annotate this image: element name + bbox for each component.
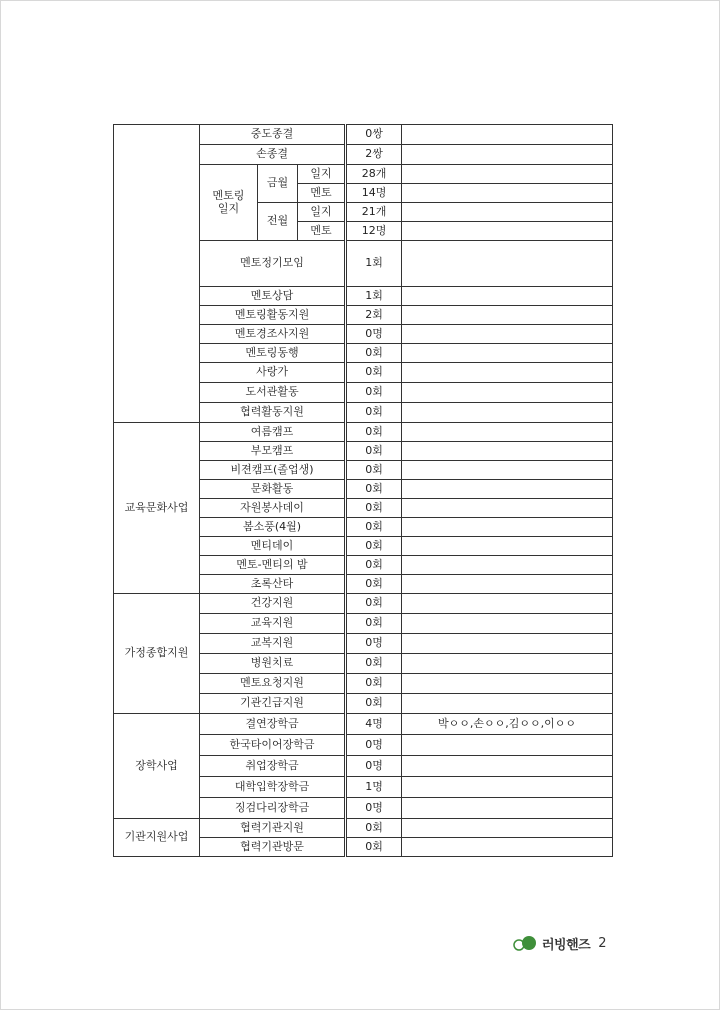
row-value: 0회 bbox=[346, 423, 402, 442]
row-label: 취업장학금 bbox=[200, 756, 346, 777]
footer-logo-text: 러빙핸즈 bbox=[542, 937, 591, 953]
row-note bbox=[402, 287, 613, 306]
row-note bbox=[402, 203, 613, 222]
row-label: 중도종결 bbox=[200, 125, 346, 145]
row-label: 협력기관방문 bbox=[200, 838, 346, 857]
row-note bbox=[402, 461, 613, 480]
row-label: 한국타이어장학금 bbox=[200, 735, 346, 756]
row-note bbox=[402, 145, 613, 165]
row-value: 0회 bbox=[346, 674, 402, 694]
row-value: 0명 bbox=[346, 325, 402, 344]
last-month-mentor-label: 멘토 bbox=[298, 222, 346, 241]
category-label: 장학사업 bbox=[114, 714, 200, 819]
row-note bbox=[402, 594, 613, 614]
row-value: 0회 bbox=[346, 838, 402, 857]
row-value: 0회 bbox=[346, 499, 402, 518]
row-label: 부모캠프 bbox=[200, 442, 346, 461]
table-row bbox=[114, 423, 613, 442]
row-note bbox=[402, 480, 613, 499]
row-label: 멘토정기모임 bbox=[200, 241, 346, 287]
page-number: 2 bbox=[598, 935, 607, 951]
category-label: 기관지원사업 bbox=[114, 819, 200, 857]
row-value: 0회 bbox=[346, 480, 402, 499]
row-label: 협력기관지원 bbox=[200, 819, 346, 838]
row-note bbox=[402, 556, 613, 575]
row-label: 교복지원 bbox=[200, 634, 346, 654]
activity-report-table bbox=[113, 124, 613, 857]
this-month-log-value: 28개 bbox=[346, 165, 402, 184]
row-label: 병원치료 bbox=[200, 654, 346, 674]
row-label: 멘토링동행 bbox=[200, 344, 346, 363]
table-row bbox=[114, 125, 613, 145]
row-value: 2회 bbox=[346, 306, 402, 325]
row-value: 0명 bbox=[346, 756, 402, 777]
row-note bbox=[402, 403, 613, 423]
row-note bbox=[402, 222, 613, 241]
row-label: 협력활동지원 bbox=[200, 403, 346, 423]
row-label: 문화활동 bbox=[200, 480, 346, 499]
row-note bbox=[402, 694, 613, 714]
last-month-log-value: 21개 bbox=[346, 203, 402, 222]
this-month-mentor-value: 14명 bbox=[346, 184, 402, 203]
row-value: 0회 bbox=[346, 403, 402, 423]
row-label: 초록산타 bbox=[200, 575, 346, 594]
row-note bbox=[402, 735, 613, 756]
last-month-log-label: 일지 bbox=[298, 203, 346, 222]
row-label: 멘토-멘티의 밤 bbox=[200, 556, 346, 575]
row-note bbox=[402, 499, 613, 518]
row-label: 대학입학장학금 bbox=[200, 777, 346, 798]
last-month-mentor-value: 12명 bbox=[346, 222, 402, 241]
row-value: 0회 bbox=[346, 537, 402, 556]
row-value: 0명 bbox=[346, 735, 402, 756]
row-note bbox=[402, 184, 613, 203]
row-value: 1명 bbox=[346, 777, 402, 798]
row-note bbox=[402, 125, 613, 145]
row-value: 0회 bbox=[346, 556, 402, 575]
row-value: 0회 bbox=[346, 461, 402, 480]
row-value: 0회 bbox=[346, 442, 402, 461]
row-value: 1회 bbox=[346, 241, 402, 287]
row-label: 멘토경조사지원 bbox=[200, 325, 346, 344]
row-value: 0쌍 bbox=[346, 125, 402, 145]
category-label: 가정종합지원 bbox=[114, 594, 200, 714]
mentoring-log-label: 멘토링 일지 bbox=[200, 165, 258, 241]
hands-logo-icon bbox=[512, 933, 538, 953]
row-value: 0명 bbox=[346, 634, 402, 654]
row-label: 멘토요청지원 bbox=[200, 674, 346, 694]
row-label: 멘토링활동지원 bbox=[200, 306, 346, 325]
row-value: 2쌍 bbox=[346, 145, 402, 165]
row-value: 0회 bbox=[346, 614, 402, 634]
row-value: 0명 bbox=[346, 798, 402, 819]
row-note bbox=[402, 798, 613, 819]
row-note bbox=[402, 165, 613, 184]
row-note bbox=[402, 756, 613, 777]
row-value: 0회 bbox=[346, 518, 402, 537]
row-value: 0회 bbox=[346, 383, 402, 403]
row-note bbox=[402, 518, 613, 537]
row-note bbox=[402, 241, 613, 287]
row-value: 4명 bbox=[346, 714, 402, 735]
row-value: 0회 bbox=[346, 575, 402, 594]
row-label: 결연장학금 bbox=[200, 714, 346, 735]
row-label: 징검다리장학금 bbox=[200, 798, 346, 819]
this-month-mentor-label: 멘토 bbox=[298, 184, 346, 203]
category-label: 교육문화사업 bbox=[114, 423, 200, 594]
row-label: 도서관활동 bbox=[200, 383, 346, 403]
row-note bbox=[402, 306, 613, 325]
table-row bbox=[114, 819, 613, 838]
row-note bbox=[402, 344, 613, 363]
row-label: 손종결 bbox=[200, 145, 346, 165]
row-label: 사랑가 bbox=[200, 363, 346, 383]
this-month-log-label: 일지 bbox=[298, 165, 346, 184]
row-note bbox=[402, 363, 613, 383]
row-note bbox=[402, 442, 613, 461]
row-label: 기관긴급지원 bbox=[200, 694, 346, 714]
row-label: 멘티데이 bbox=[200, 537, 346, 556]
row-note bbox=[402, 838, 613, 857]
row-note bbox=[402, 634, 613, 654]
row-value: 0회 bbox=[346, 694, 402, 714]
page-footer bbox=[512, 932, 607, 954]
last-month-label: 전월 bbox=[258, 203, 298, 241]
row-note bbox=[402, 614, 613, 634]
table-row bbox=[114, 594, 613, 614]
row-note bbox=[402, 537, 613, 556]
row-note bbox=[402, 423, 613, 442]
row-note bbox=[402, 575, 613, 594]
row-value: 1회 bbox=[346, 287, 402, 306]
this-month-label: 금월 bbox=[258, 165, 298, 203]
row-value: 0회 bbox=[346, 363, 402, 383]
row-note bbox=[402, 383, 613, 403]
row-label: 건강지원 bbox=[200, 594, 346, 614]
row-note bbox=[402, 325, 613, 344]
row-value: 0회 bbox=[346, 654, 402, 674]
row-label: 여름캠프 bbox=[200, 423, 346, 442]
row-value: 0회 bbox=[346, 594, 402, 614]
row-note bbox=[402, 777, 613, 798]
table-row bbox=[114, 714, 613, 735]
row-label: 교육지원 bbox=[200, 614, 346, 634]
row-note bbox=[402, 819, 613, 838]
row-label: 자원봉사데이 bbox=[200, 499, 346, 518]
row-label: 비젼캠프(졸업생) bbox=[200, 461, 346, 480]
row-note: 박ㅇㅇ,손ㅇㅇ,김ㅇㅇ,이ㅇㅇ bbox=[402, 714, 613, 735]
row-note bbox=[402, 654, 613, 674]
row-value: 0회 bbox=[346, 344, 402, 363]
row-label: 봄소풍(4월) bbox=[200, 518, 346, 537]
row-note bbox=[402, 674, 613, 694]
row-value: 0회 bbox=[346, 819, 402, 838]
category-cell-empty bbox=[114, 125, 200, 423]
row-label: 멘토상담 bbox=[200, 287, 346, 306]
